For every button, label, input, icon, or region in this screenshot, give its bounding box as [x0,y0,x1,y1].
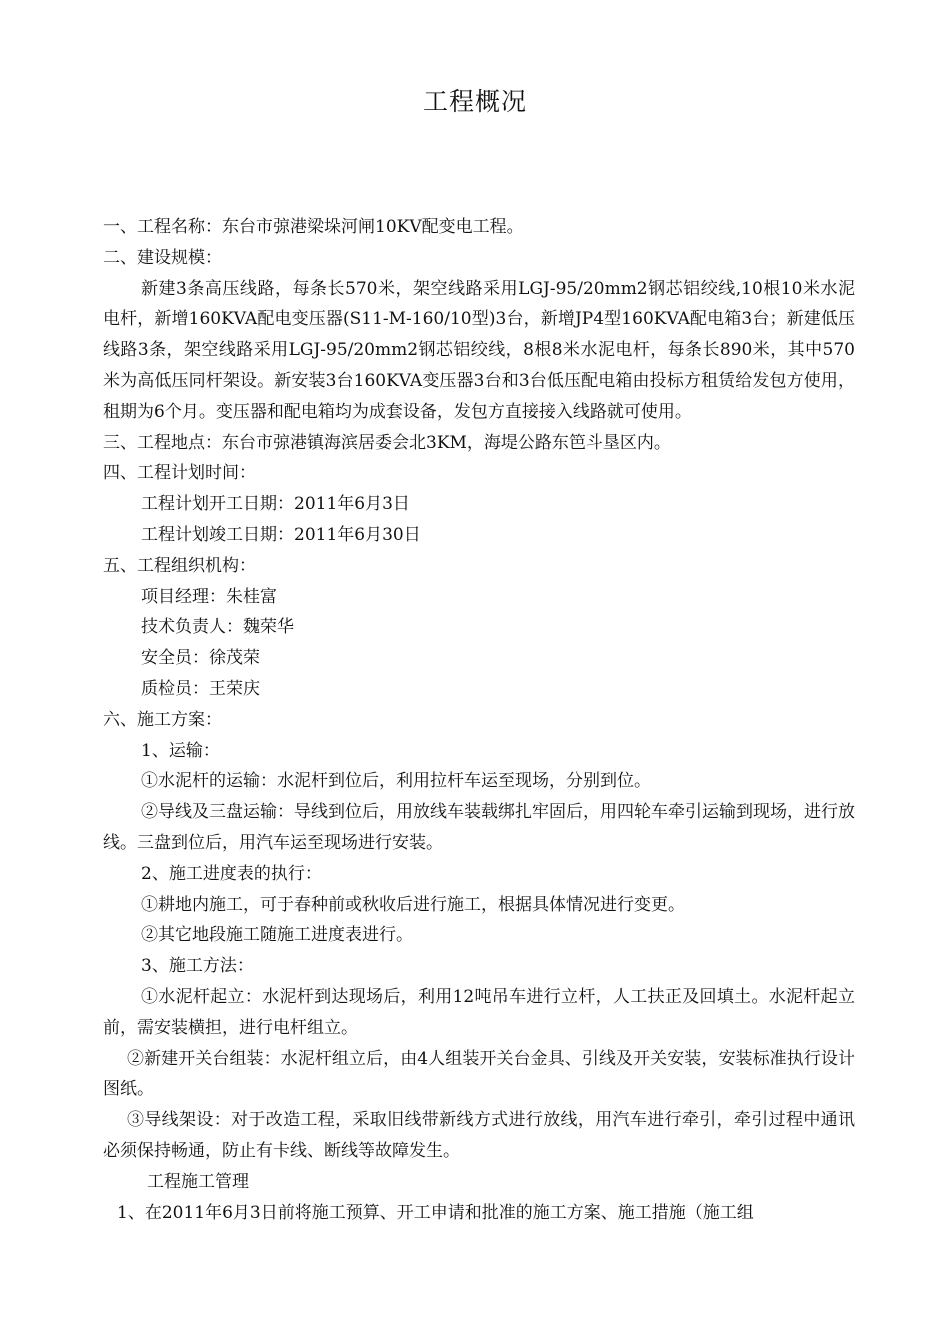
schedule-item-2: ②其它地段施工随施工进度表进行。 [141,925,413,946]
method-item-3: ③导线架设：对于改造工程，采取旧线带新线方式进行放线，用汽车进行牵引，牵引过程中通讯必须保持畅通，防止有卡线、断线等故障发生。 [103,1110,855,1161]
section-plan-heading: 六、施工方案： [103,709,222,730]
technical-lead-line: 技术负责人：魏荣华 [141,617,294,638]
schedule-item-1: ①耕地内施工，可于春种前或秋收后进行施工，根据具体情况进行变更。 [141,894,685,915]
method-heading: 3、施工方法： [141,956,254,977]
transport-item-1: ①水泥杆的运输：水泥杆到位后，利用拉杆车运至现场，分别到位。 [141,771,651,792]
page-title: 工程概况 [422,87,527,116]
method-item-1: ①水泥杆起立：水泥杆到达现场后，利用12吨吊车进行立杆，人工扶正及回填土。水泥杆起立前，需安装横担，进行电杆组立。 [103,986,855,1038]
end-date-line: 工程计划竣工日期：2011年6月30日 [141,524,421,545]
section-project-name: 一、工程名称：东台市弶港梁垛河闸10KV配变电工程。 [103,217,524,237]
section-scale-heading: 二、建设规模： [103,247,222,268]
management-heading: 工程施工管理 [147,1171,249,1192]
safety-officer-line: 安全员：徐茂荣 [141,648,260,669]
start-date-line: 工程计划开工日期：2011年6月3日 [141,494,410,515]
scale-paragraph: 新建3条高压线路，每条长570米，架空线路采用LGJ-95/20mm2钢芯铝绞线,10根10米水泥电杆，新增160KVA配电变压器(S11-M-160/10型)3台，新增JP4型160KVA配电箱3台；新建低压线路3条，架空线路采用LGJ-95/20mm2钢芯铝绞线，8根8米水泥电杆，每条长890米，其中570米为高低压同杆架设。新安装3台160KVA变压器3台和3台低压配电箱由投标方租赁给发包方使用，租期为6个月。变压器和配电箱均为成套设备，发包方直接接入线路就可使用。 [103,278,855,422]
transport-heading: 1、运输： [141,740,220,761]
transport-item-2: ②导线及三盘运输：导线到位后，用放线车装载绑扎牢固后，用四轮车牵引运输到现场，进行放线。三盘到位后，用汽车运至现场进行安装。 [103,802,855,853]
method-item-2: ②新建开关台组装：水泥杆组立后，由4人组装开关台金具、引线及开关安装，安装标准执行设计图纸。 [103,1048,855,1100]
document-body [103,212,855,1228]
quality-inspector-line: 质检员：王荣庆 [141,678,260,699]
project-manager-line: 项目经理：朱桂富 [141,586,277,607]
schedule-execution-heading: 2、施工进度表的执行： [141,863,322,884]
section-schedule-heading: 四、工程计划时间： [103,463,256,484]
section-location: 三、工程地点：东台市弶港镇海滨居委会北3KM，海堤公路东笆斗垦区内。 [103,432,671,453]
management-item-1: 1、在2011年6月3日前将施工预算、开工申请和批准的施工方案、施工措施（施工组 [117,1202,754,1223]
section-organization-heading: 五、工程组织机构： [103,555,256,576]
